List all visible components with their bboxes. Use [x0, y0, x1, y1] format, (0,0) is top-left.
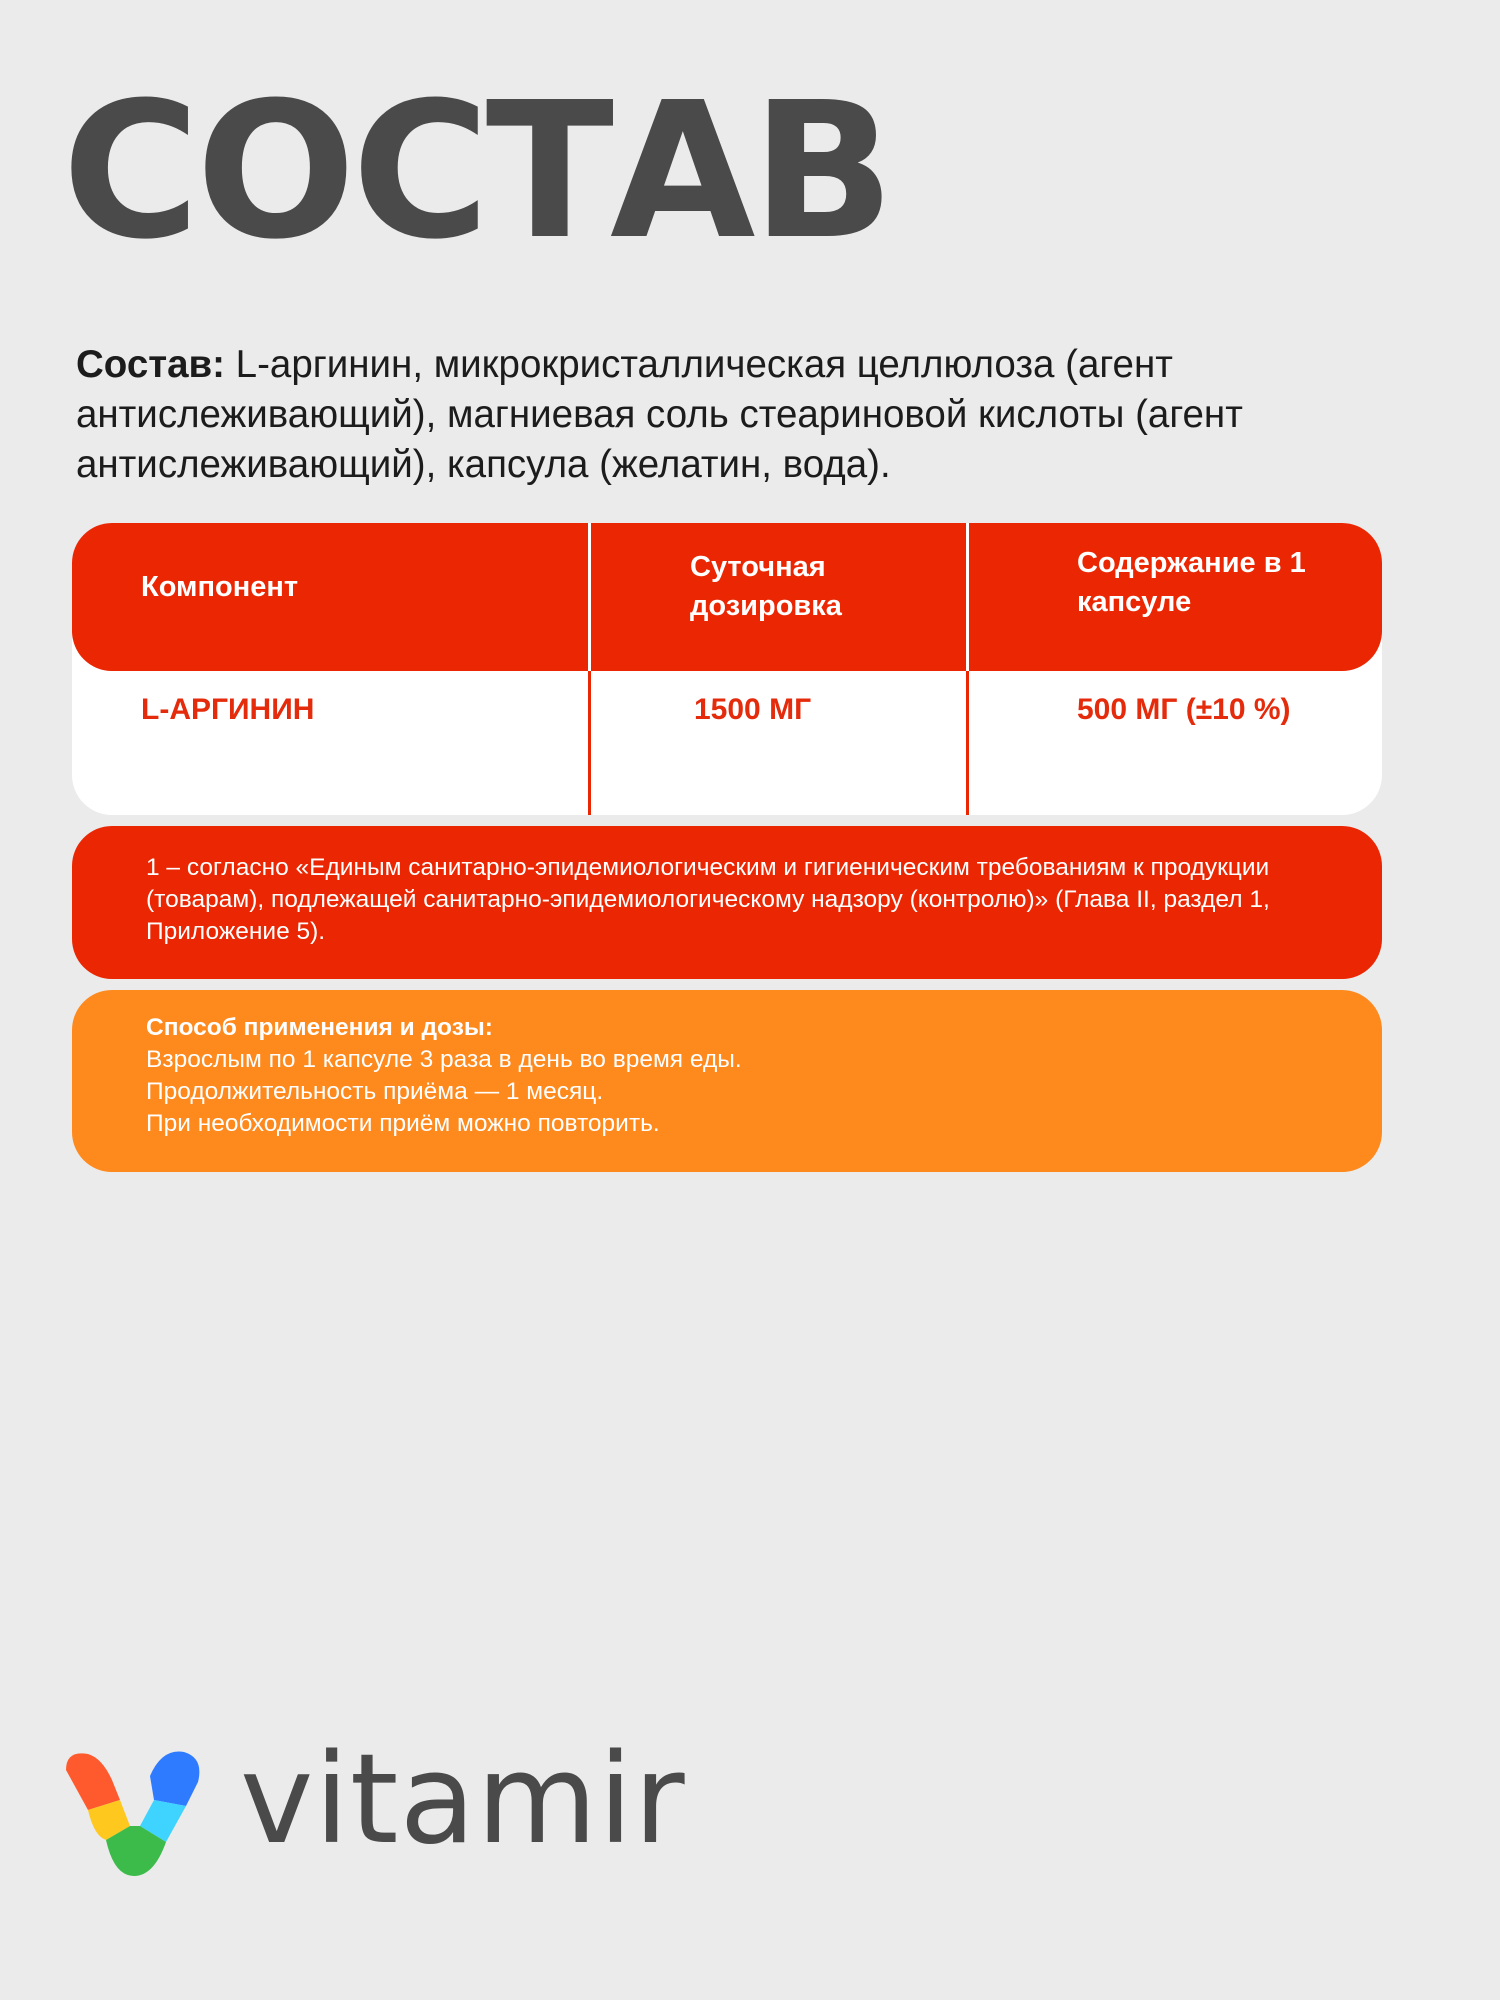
composition-ingredients: L-аргинин, микрокристаллическая целлюлоза (агент антислеживающий), магниевая соль стеариновой кислоты (агент антислеживающий), капсула (желатин, вода).	[76, 343, 1243, 486]
composition-label: Состав:	[76, 343, 225, 386]
regulation-note-text: 1 – согласно «Единым санитарно-эпидемиологическим и гигиеническим требованиям к продукции (товарам), подлежащей санитарно-эпидемиологическому надзору (контролю)» (Глава II, раздел 1, Приложение 5).	[146, 854, 1270, 945]
cell-daily-dose: 1500 МГ	[694, 693, 812, 726]
header-divider	[588, 523, 591, 671]
header-component: Компонент	[141, 571, 299, 603]
header-capsule-content: Содержание в 1 капсуле	[1077, 547, 1306, 618]
header-daily-dose: Суточная дозировка	[690, 551, 842, 622]
composition-text	[76, 340, 1406, 490]
usage-line: При необходимости приём можно повторить.	[146, 1110, 660, 1137]
usage-block	[72, 990, 1382, 1172]
usage-line: Продолжительность приёма — 1 месяц.	[146, 1078, 604, 1105]
usage-heading: Способ применения и дозы:	[146, 1014, 493, 1041]
page-title: СОСТАВ	[62, 62, 891, 281]
cell-component: L-АРГИНИН	[141, 693, 315, 726]
cell-capsule-content: 500 МГ (±10 %)	[1077, 693, 1291, 726]
regulation-note	[72, 826, 1382, 979]
header-divider	[966, 523, 969, 671]
usage-line: Взрослым по 1 капсуле 3 раза в день во время еды.	[146, 1046, 742, 1073]
brand-name: vitamir	[240, 1728, 686, 1872]
v-logo-icon	[58, 1740, 208, 1880]
